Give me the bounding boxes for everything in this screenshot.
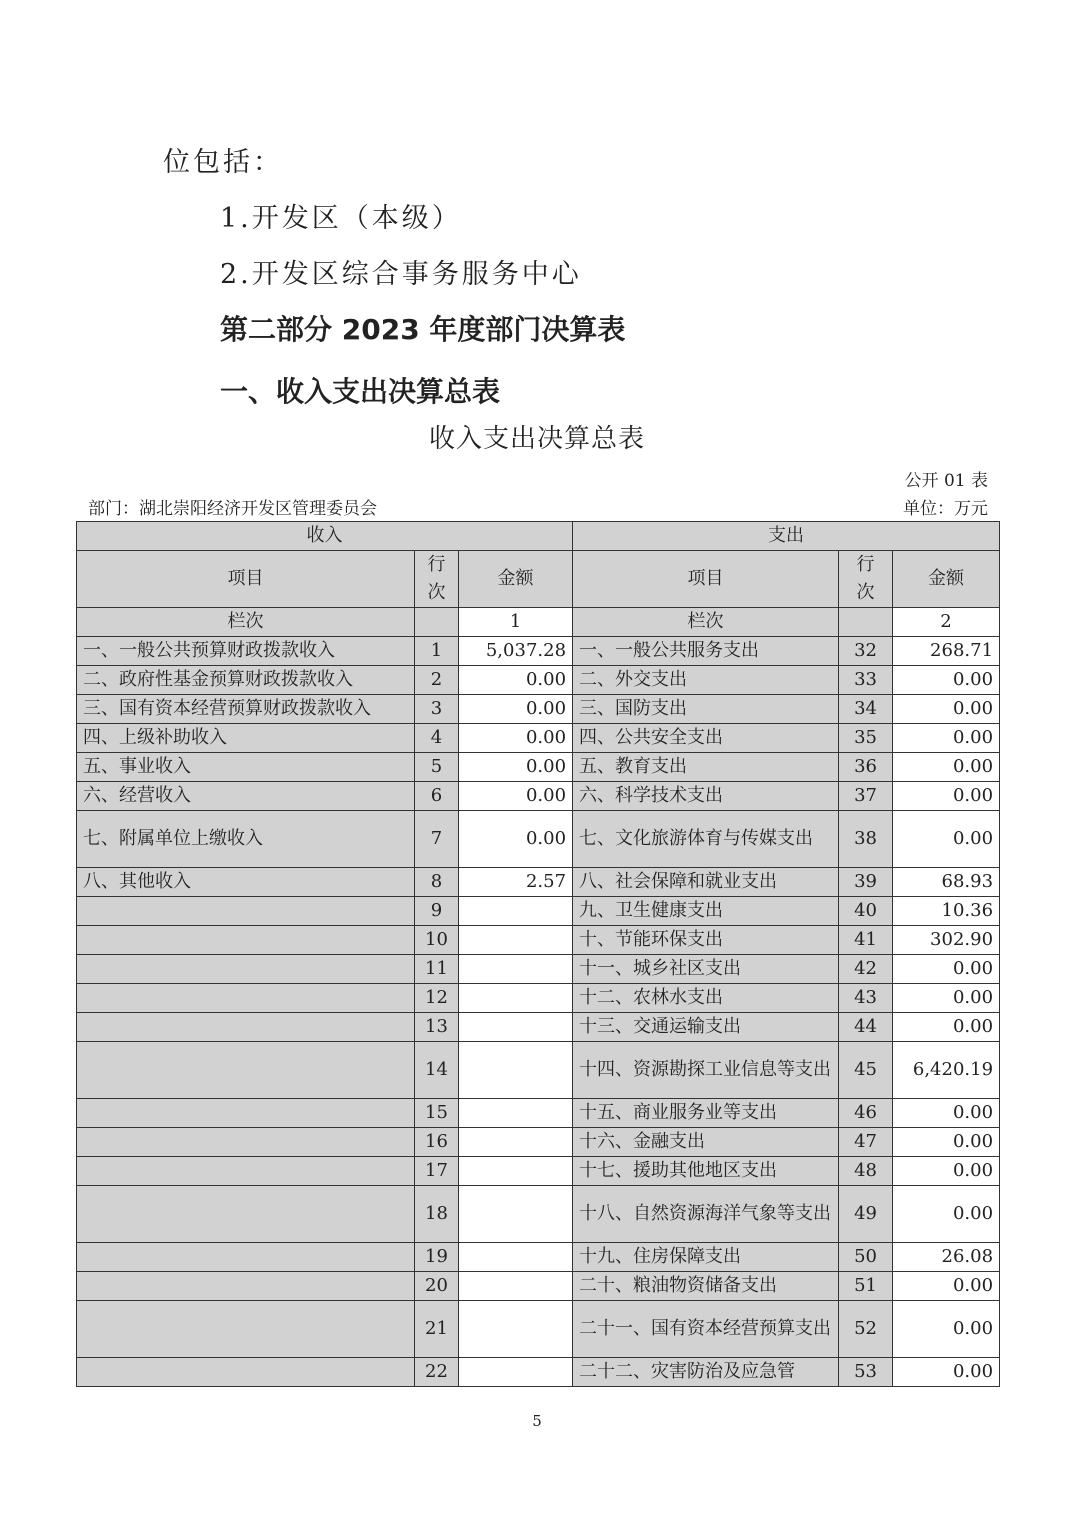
expense-item-cell: 一、一般公共服务支出: [573, 637, 839, 666]
income-amount-cell: [459, 1243, 573, 1272]
expense-rowno-cell: 46: [839, 1099, 893, 1128]
income-amount-cell: [459, 1186, 573, 1243]
income-rowno-cell: 17: [415, 1157, 459, 1186]
income-amount-header: 金额: [459, 551, 573, 608]
expense-amount-cell: 68.93: [893, 868, 1000, 897]
expense-amount-cell: 0.00: [893, 1186, 1000, 1243]
expense-amount-cell: 10.36: [893, 897, 1000, 926]
expense-item-cell: 十四、资源勘探工业信息等支出: [573, 1042, 839, 1099]
income-rowno-cell: 7: [415, 811, 459, 868]
col-index-2: 2: [893, 608, 1000, 637]
unit-label: 单位：万元: [903, 499, 988, 519]
income-amount-cell: [459, 1358, 573, 1387]
income-rowno-cell: 8: [415, 868, 459, 897]
income-item-cell: [77, 1013, 415, 1042]
col-label-expense: 栏次: [573, 608, 839, 637]
expense-rowno-cell: 36: [839, 753, 893, 782]
expense-amount-cell: 0.00: [893, 666, 1000, 695]
income-rowno-cell: 15: [415, 1099, 459, 1128]
col-blank-2: [839, 608, 893, 637]
table-row: [77, 1128, 1000, 1157]
expense-rowno-cell: 50: [839, 1243, 893, 1272]
expense-rowno-header: 行次: [839, 551, 893, 608]
table-row: [77, 782, 1000, 811]
expense-rowno-cell: 51: [839, 1272, 893, 1301]
expense-rowno-cell: 47: [839, 1128, 893, 1157]
expense-item-cell: 二十、粮油物资储备支出: [573, 1272, 839, 1301]
expense-rowno-cell: 32: [839, 637, 893, 666]
subsection-heading: 一、收入支出决算总表: [220, 375, 501, 408]
expense-item-header: 项目: [573, 551, 839, 608]
income-rowno-cell: 20: [415, 1272, 459, 1301]
expense-rowno-cell: 49: [839, 1186, 893, 1243]
expense-item-cell: 十一、城乡社区支出: [573, 955, 839, 984]
expense-amount-cell: 0.00: [893, 811, 1000, 868]
expense-item-cell: 十六、金融支出: [573, 1128, 839, 1157]
income-item-cell: 二、政府性基金预算财政拨款收入: [77, 666, 415, 695]
income-item-cell: [77, 1358, 415, 1387]
expense-amount-cell: 0.00: [893, 1358, 1000, 1387]
income-item-cell: [77, 1272, 415, 1301]
income-rowno-cell: 19: [415, 1243, 459, 1272]
income-rowno-cell: 16: [415, 1128, 459, 1157]
expense-item-cell: 十二、农林水支出: [573, 984, 839, 1013]
income-item-cell: [77, 1128, 415, 1157]
income-amount-cell: [459, 1272, 573, 1301]
header-row-columns: [77, 551, 1000, 608]
table-row: [77, 695, 1000, 724]
expense-rowno-cell: 42: [839, 955, 893, 984]
expense-item-cell: 九、卫生健康支出: [573, 897, 839, 926]
table-row: [77, 955, 1000, 984]
income-item-cell: 六、经营收入: [77, 782, 415, 811]
income-rowno-cell: 4: [415, 724, 459, 753]
expense-item-cell: 六、科学技术支出: [573, 782, 839, 811]
income-item-cell: 一、一般公共预算财政拨款收入: [77, 637, 415, 666]
expense-item-cell: 十、节能环保支出: [573, 926, 839, 955]
income-rowno-cell: 5: [415, 753, 459, 782]
income-amount-cell: [459, 1128, 573, 1157]
income-amount-cell: [459, 1042, 573, 1099]
expense-rowno-cell: 40: [839, 897, 893, 926]
table-row: [77, 1157, 1000, 1186]
expense-amount-cell: 0.00: [893, 1013, 1000, 1042]
income-rowno-cell: 9: [415, 897, 459, 926]
expense-rowno-cell: 41: [839, 926, 893, 955]
expense-item-cell: 十八、自然资源海洋气象等支出: [573, 1186, 839, 1243]
expense-item-cell: 十九、住房保障支出: [573, 1243, 839, 1272]
income-rowno-cell: 13: [415, 1013, 459, 1042]
income-rowno-cell: 3: [415, 695, 459, 724]
expense-rowno-cell: 38: [839, 811, 893, 868]
income-rowno-cell: 14: [415, 1042, 459, 1099]
expense-item-cell: 十五、商业服务业等支出: [573, 1099, 839, 1128]
table-row: [77, 811, 1000, 868]
income-item-cell: [77, 984, 415, 1013]
expense-amount-header: 金额: [893, 551, 1000, 608]
income-amount-cell: [459, 984, 573, 1013]
income-rowno-cell: 6: [415, 782, 459, 811]
intro-line-1: 位包括：: [163, 147, 283, 178]
table-row: [77, 1013, 1000, 1042]
table-row: [77, 724, 1000, 753]
income-rowno-cell: 12: [415, 984, 459, 1013]
table-row: [77, 1099, 1000, 1128]
expense-rowno-cell: 43: [839, 984, 893, 1013]
expense-amount-cell: 0.00: [893, 695, 1000, 724]
table-row: [77, 1358, 1000, 1387]
expense-amount-cell: 0.00: [893, 1301, 1000, 1358]
income-amount-cell: 5,037.28: [459, 637, 573, 666]
income-amount-cell: 0.00: [459, 753, 573, 782]
income-amount-cell: 0.00: [459, 782, 573, 811]
income-item-cell: [77, 1157, 415, 1186]
expense-rowno-cell: 53: [839, 1358, 893, 1387]
expense-amount-cell: 0.00: [893, 1157, 1000, 1186]
expense-amount-cell: 6,420.19: [893, 1042, 1000, 1099]
income-amount-cell: [459, 897, 573, 926]
income-rowno-cell: 11: [415, 955, 459, 984]
table-row: [77, 637, 1000, 666]
income-amount-cell: 0.00: [459, 666, 573, 695]
table-row: [77, 1243, 1000, 1272]
expense-item-cell: 八、社会保障和就业支出: [573, 868, 839, 897]
income-amount-cell: 0.00: [459, 695, 573, 724]
income-amount-cell: [459, 1013, 573, 1042]
page-number: 5: [532, 1412, 542, 1430]
income-rowno-cell: 1: [415, 637, 459, 666]
expense-rowno-cell: 48: [839, 1157, 893, 1186]
col-blank-1: [415, 608, 459, 637]
expense-rowno-cell: 44: [839, 1013, 893, 1042]
income-item-cell: [77, 1186, 415, 1243]
table-title: 收入支出决算总表: [428, 424, 645, 454]
income-rowno-cell: 21: [415, 1301, 459, 1358]
expense-amount-cell: 0.00: [893, 724, 1000, 753]
expense-amount-cell: 0.00: [893, 984, 1000, 1013]
expense-item-cell: 七、文化旅游体育与传媒支出: [573, 811, 839, 868]
income-amount-cell: 0.00: [459, 724, 573, 753]
income-rowno-cell: 10: [415, 926, 459, 955]
income-item-cell: 八、其他收入: [77, 868, 415, 897]
income-amount-cell: [459, 1301, 573, 1358]
income-item-cell: [77, 1301, 415, 1358]
expense-item-cell: 二十一、国有资本经营预算支出: [573, 1301, 839, 1358]
column-index-row: [77, 608, 1000, 637]
income-item-header: 项目: [77, 551, 415, 608]
income-rowno-cell: 22: [415, 1358, 459, 1387]
expense-item-cell: 五、教育支出: [573, 753, 839, 782]
table-row: [77, 1042, 1000, 1099]
table-row: [77, 1272, 1000, 1301]
expense-rowno-cell: 35: [839, 724, 893, 753]
income-header: 收入: [77, 522, 573, 551]
expense-rowno-cell: 45: [839, 1042, 893, 1099]
income-amount-cell: [459, 926, 573, 955]
table-row: [77, 926, 1000, 955]
income-item-cell: [77, 1243, 415, 1272]
income-rowno-cell: 2: [415, 666, 459, 695]
expense-amount-cell: 26.08: [893, 1243, 1000, 1272]
income-amount-cell: [459, 1099, 573, 1128]
income-item-cell: [77, 1099, 415, 1128]
income-rowno-header: 行次: [415, 551, 459, 608]
income-amount-cell: [459, 1157, 573, 1186]
section-heading: 第二部分 2023 年度部门决算表: [220, 313, 626, 346]
income-amount-cell: [459, 955, 573, 984]
income-rowno-cell: 18: [415, 1186, 459, 1243]
expense-amount-cell: 0.00: [893, 955, 1000, 984]
expense-amount-cell: 0.00: [893, 1099, 1000, 1128]
table-row: [77, 1186, 1000, 1243]
expense-header: 支出: [573, 522, 1000, 551]
col-index-1: 1: [459, 608, 573, 637]
table-row: [77, 753, 1000, 782]
expense-item-cell: 十三、交通运输支出: [573, 1013, 839, 1042]
expense-amount-cell: 0.00: [893, 753, 1000, 782]
table-row: [77, 897, 1000, 926]
intro-line-2: 1.开发区（本级）: [220, 203, 462, 234]
expense-amount-cell: 0.00: [893, 782, 1000, 811]
expense-item-cell: 二十二、灾害防治及应急管: [573, 1358, 839, 1387]
income-amount-cell: 0.00: [459, 811, 573, 868]
expense-item-cell: 四、公共安全支出: [573, 724, 839, 753]
expense-rowno-cell: 52: [839, 1301, 893, 1358]
income-item-cell: [77, 926, 415, 955]
table-row: [77, 666, 1000, 695]
table-row: [77, 1301, 1000, 1358]
expense-amount-cell: 268.71: [893, 637, 1000, 666]
income-item-cell: 五、事业收入: [77, 753, 415, 782]
expense-rowno-cell: 34: [839, 695, 893, 724]
expense-item-cell: 十七、援助其他地区支出: [573, 1157, 839, 1186]
income-item-cell: [77, 1042, 415, 1099]
expense-amount-cell: 302.90: [893, 926, 1000, 955]
table-row: [77, 984, 1000, 1013]
department-label: 部门：湖北崇阳经济开发区管理委员会: [88, 499, 377, 519]
expense-rowno-cell: 37: [839, 782, 893, 811]
income-expense-table: [76, 521, 1000, 1387]
header-row-group: [77, 522, 1000, 551]
income-item-cell: 四、上级补助收入: [77, 724, 415, 753]
income-item-cell: 三、国有资本经营预算财政拨款收入: [77, 695, 415, 724]
intro-line-3: 2.开发区综合事务服务中心: [220, 259, 582, 290]
expense-item-cell: 三、国防支出: [573, 695, 839, 724]
expense-rowno-cell: 39: [839, 868, 893, 897]
col-label-income: 栏次: [77, 608, 415, 637]
income-amount-cell: 2.57: [459, 868, 573, 897]
form-number: 公开 01 表: [904, 471, 988, 491]
income-item-cell: [77, 897, 415, 926]
expense-rowno-cell: 33: [839, 666, 893, 695]
expense-item-cell: 二、外交支出: [573, 666, 839, 695]
income-item-cell: 七、附属单位上缴收入: [77, 811, 415, 868]
table-row: [77, 868, 1000, 897]
expense-amount-cell: 0.00: [893, 1128, 1000, 1157]
income-item-cell: [77, 955, 415, 984]
expense-amount-cell: 0.00: [893, 1272, 1000, 1301]
